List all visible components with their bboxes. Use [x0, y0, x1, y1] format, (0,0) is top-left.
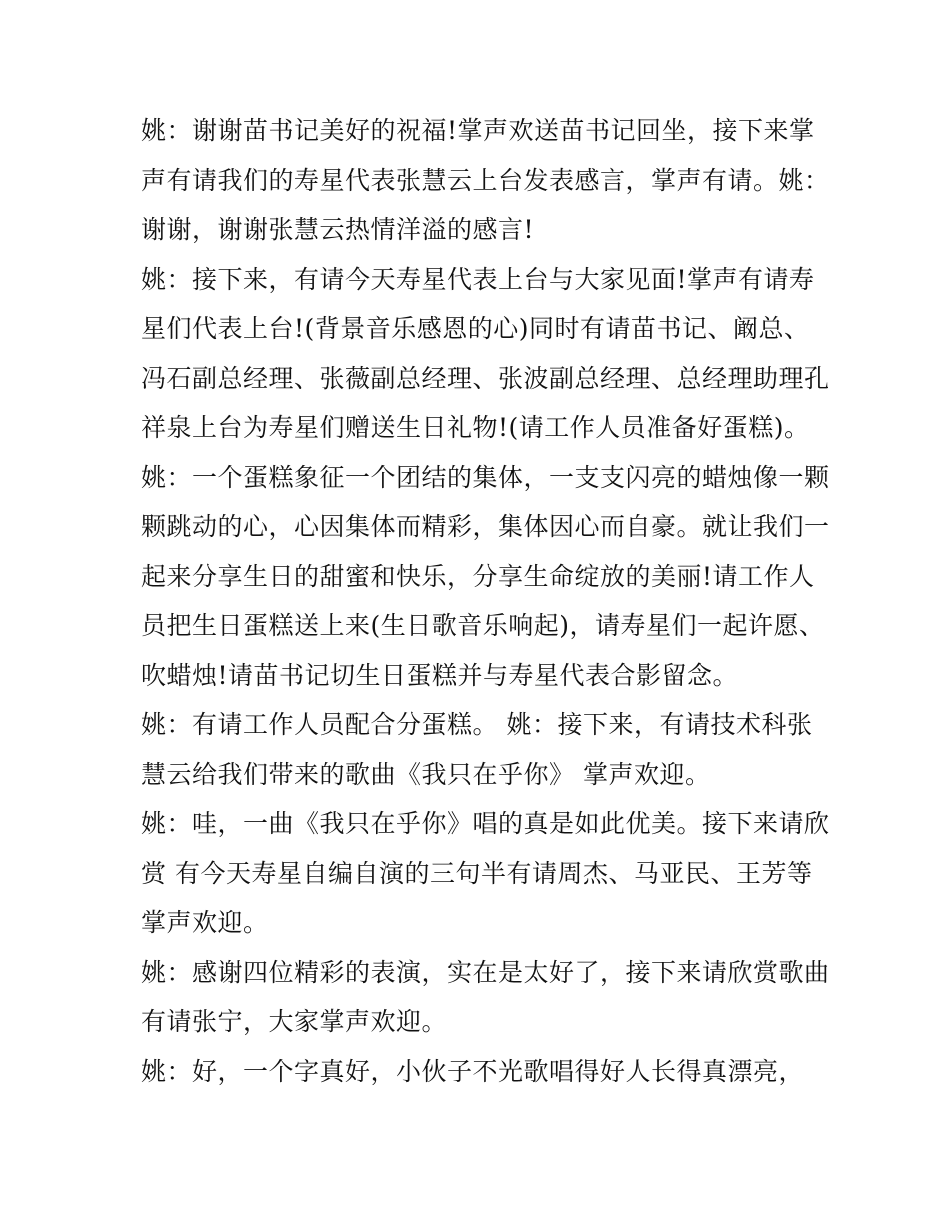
text-line: 祥泉上台为寿星们赠送生日礼物!(请工作人员准备好蛋糕)。	[141, 413, 810, 442]
text-line: 星们代表上台!(背景音乐感恩的心)同时有请苗书记、阚总、	[141, 314, 810, 343]
document-body	[141, 106, 830, 1096]
text-line: 谢谢，谢谢张慧云热情洋溢的感言!	[141, 215, 535, 244]
text-line: 吹蜡烛!请苗书记切生日蛋糕并与寿星代表合影留念。	[141, 660, 739, 690]
text-line: 员把生日蛋糕送上来(生日歌音乐响起)，请寿星们一起许愿、	[141, 611, 825, 640]
text-line: 掌声欢迎。	[141, 908, 269, 937]
text-line: 姚：接下来，有请今天寿星代表上台与大家见面!掌声有请寿	[141, 264, 815, 294]
text-line: 姚：感谢四位精彩的表演，实在是太好了，接下来请欣赏歌曲	[141, 957, 830, 987]
text-line: 有请张宁，大家掌声欢迎。	[141, 1007, 448, 1036]
text-line: 姚：好，一个字真好，小伙子不光歌唱得好人长得真漂亮，	[141, 1056, 805, 1086]
text-line: 冯石副总经理、张薇副总经理、张波副总经理、总经理助理孔	[141, 363, 830, 393]
text-line: 起来分享生日的甜蜜和快乐，分享生命绽放的美丽!请工作人	[141, 561, 815, 591]
text-line: 姚：哇，一曲《我只在乎你》唱的真是如此优美。接下来请欣	[141, 809, 830, 838]
text-line: 赏 有今天寿星自编自演的三句半有请周杰、马亚民、王芳等	[141, 858, 813, 888]
text-line: 姚：有请工作人员配合分蛋糕。 姚：接下来，有请技术科张	[141, 710, 813, 739]
text-line: 姚：谢谢苗书记美好的祝福!掌声欢送苗书记回坐，接下来掌	[141, 116, 815, 145]
text-line: 颗跳动的心，心因集体而精彩，集体因心而自豪。就让我们一	[141, 512, 830, 541]
text-line: 姚：一个蛋糕象征一个团结的集体，一支支闪亮的蜡烛像一颗	[141, 462, 830, 492]
text-line: 慧云给我们带来的歌曲《我只在乎你》 掌声欢迎。	[141, 759, 711, 789]
text-line: 声有请我们的寿星代表张慧云上台发表感言，掌声有请。姚：	[141, 165, 830, 195]
